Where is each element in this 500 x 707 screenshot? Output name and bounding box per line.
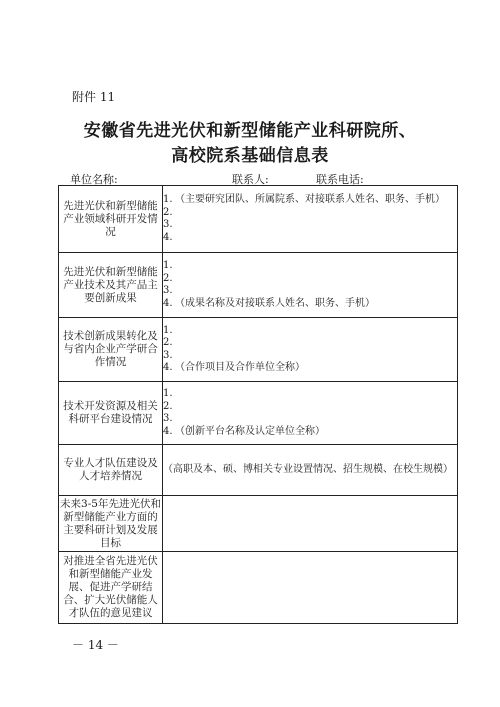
row-content[interactable]	[163, 382, 458, 445]
list-item: 3.	[163, 349, 173, 361]
list-item: 2.	[163, 400, 173, 412]
row-content[interactable]	[163, 318, 458, 382]
page-number: － 14 －	[72, 638, 119, 652]
row-content[interactable]	[163, 496, 458, 552]
document-title-line2: 高校院系基础信息表	[171, 146, 329, 166]
list-item: 1.	[163, 324, 173, 336]
row-label: 未来3-5年先进光伏和新型储能产业方面的主要科研计划及发展目标	[59, 496, 163, 552]
table-row	[59, 445, 458, 496]
row-label: 对推进全省先进光伏和新型储能产业发展、促进产学研结合、扩大光伏储能人才队伍的意见建议	[59, 552, 163, 624]
list-item: 4. （成果名称及对接联系人姓名、职务、手机）	[163, 297, 375, 309]
info-form-table	[58, 185, 458, 624]
contact-phone-label: 联系电话:	[316, 173, 364, 186]
list-item: 4. （合作项目及合作单位全称）	[163, 362, 305, 373]
list-item: 1. （主要研究团队、所属院系、对接联系人姓名、职务、手机）	[163, 194, 445, 205]
table-row	[59, 382, 458, 445]
list-item: 2.	[163, 272, 173, 284]
list-item: 3.	[163, 285, 173, 296]
row-content[interactable]	[163, 186, 458, 253]
row-label: 技术开发资源及相关科研平台建设情况	[59, 382, 163, 445]
table-row	[59, 318, 458, 382]
row-label: 先进光伏和新型储能产业领域科研开发情况	[59, 186, 163, 253]
unit-name-label: 单位名称:	[70, 173, 118, 186]
list-item: 3.	[163, 413, 173, 424]
row-content[interactable]	[163, 552, 458, 624]
list-item: 3.	[163, 219, 173, 230]
list-item: 2.	[163, 206, 173, 218]
row-label: 先进光伏和新型储能产业技术及其产品主要创新成果	[59, 253, 163, 318]
table-row	[59, 186, 458, 253]
table-row	[59, 552, 458, 624]
table-row	[59, 496, 458, 552]
list-item: 1.	[163, 260, 173, 271]
list-item: 4.	[163, 231, 173, 243]
row-label: 专业人才队伍建设及人才培养情况	[59, 445, 163, 496]
list-item: 4. （创新平台名称及认定单位全称）	[163, 425, 325, 437]
row-label: 技术创新成果转化及与省内企业产学研合作情况	[59, 318, 163, 382]
row-content[interactable]	[163, 253, 458, 318]
table-row	[59, 253, 458, 318]
annex-label: 附件 11	[72, 90, 116, 104]
row-content[interactable]: （高职及本、硕、博相关专业设置情况、招生规模、在校生规模）	[163, 445, 458, 496]
list-item: 1.	[163, 388, 173, 399]
list-item: 2.	[163, 337, 173, 348]
contact-person-label: 联系人:	[232, 173, 269, 186]
document-title-line1: 安徽省先进光伏和新型储能产业科研院所、	[83, 121, 417, 141]
